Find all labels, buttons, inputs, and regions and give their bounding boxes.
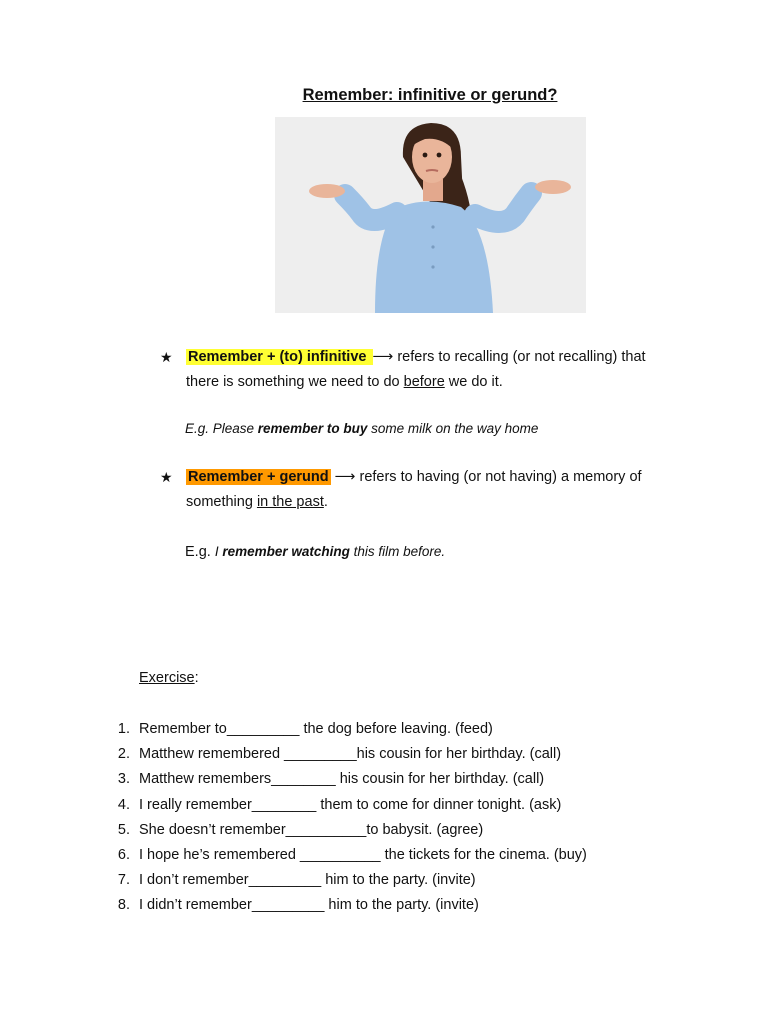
- rule-gerund-desc-end: .: [323, 494, 328, 510]
- example-gerund-suffix: this film before.: [349, 544, 446, 559]
- exercise-sentence: Remember to_________ the dog before leaving. (feed): [139, 721, 493, 737]
- rule-infinitive-underline: before: [403, 374, 445, 390]
- exercise-number: 6.: [117, 846, 130, 863]
- arrow-icon: ⟶: [330, 469, 360, 485]
- exercise-sentence: Matthew remembered _________his cousin for her birthday. (call): [139, 746, 562, 763]
- shrugging-woman-photo: [275, 117, 586, 313]
- example-infinitive-bold: remember to buy: [257, 421, 368, 436]
- exercise-number: 4.: [117, 796, 130, 813]
- example-infinitive-suffix: some milk on the way home: [367, 421, 539, 436]
- example-infinitive-prefix: E.g. Please: [185, 421, 258, 436]
- exercise-number: 8.: [117, 897, 130, 914]
- rule-gerund-desc: refers to having (or not having) a memory of something: [186, 469, 642, 510]
- exercise-number: 3.: [117, 771, 130, 788]
- example-infinitive: [185, 421, 538, 436]
- example-gerund-prefix: I: [214, 544, 223, 559]
- exercise-sentence: I don’t remember_________ him to the party. (invite): [139, 872, 476, 889]
- example-gerund-eg: E.g.: [185, 544, 215, 560]
- exercise-number: 5.: [117, 821, 130, 838]
- rule-infinitive-desc: refers to recalling (or not recalling) that there is something we need to do: [186, 349, 646, 390]
- rule-gerund-text: [186, 465, 680, 515]
- exercise-number: 2.: [117, 746, 130, 763]
- exercise-colon: :: [194, 670, 199, 686]
- exercise-sentence: I really remember________ them to come for dinner tonight. (ask): [139, 796, 562, 813]
- exercise-number: 7.: [117, 872, 130, 889]
- exercise-heading: [139, 670, 199, 686]
- rule-gerund-highlight: Remember + gerund: [188, 469, 329, 485]
- exercise-sentence: Matthew remembers________ his cousin for her birthday. (call): [139, 771, 545, 788]
- rule-infinitive-desc-end: we do it.: [444, 374, 503, 390]
- example-gerund-bold: remember watching: [222, 544, 350, 559]
- photo-illustration: [275, 117, 586, 313]
- star-bullet-icon: ★: [160, 469, 173, 485]
- example-gerund: [185, 544, 445, 560]
- page-title: Remember: infinitive or gerund?: [302, 86, 558, 104]
- arrow-icon: ⟶: [372, 349, 398, 365]
- rule-infinitive: [160, 345, 680, 395]
- rule-gerund: [160, 465, 680, 515]
- star-bullet-icon: ★: [160, 349, 173, 365]
- exercise-number: 1.: [117, 721, 130, 737]
- exercise-sentence: I didn’t remember_________ him to the party. (invite): [139, 897, 479, 914]
- rule-infinitive-highlight: Remember + (to) infinitive: [188, 349, 371, 365]
- exercise-label: Exercise: [139, 670, 195, 686]
- exercise-sentence: I hope he’s remembered __________ the tickets for the cinema. (buy): [139, 846, 587, 863]
- rule-infinitive-text: [186, 345, 680, 395]
- rule-gerund-underline: in the past: [256, 494, 324, 510]
- exercise-sentence: She doesn’t remember__________to babysit. (agree): [139, 821, 484, 838]
